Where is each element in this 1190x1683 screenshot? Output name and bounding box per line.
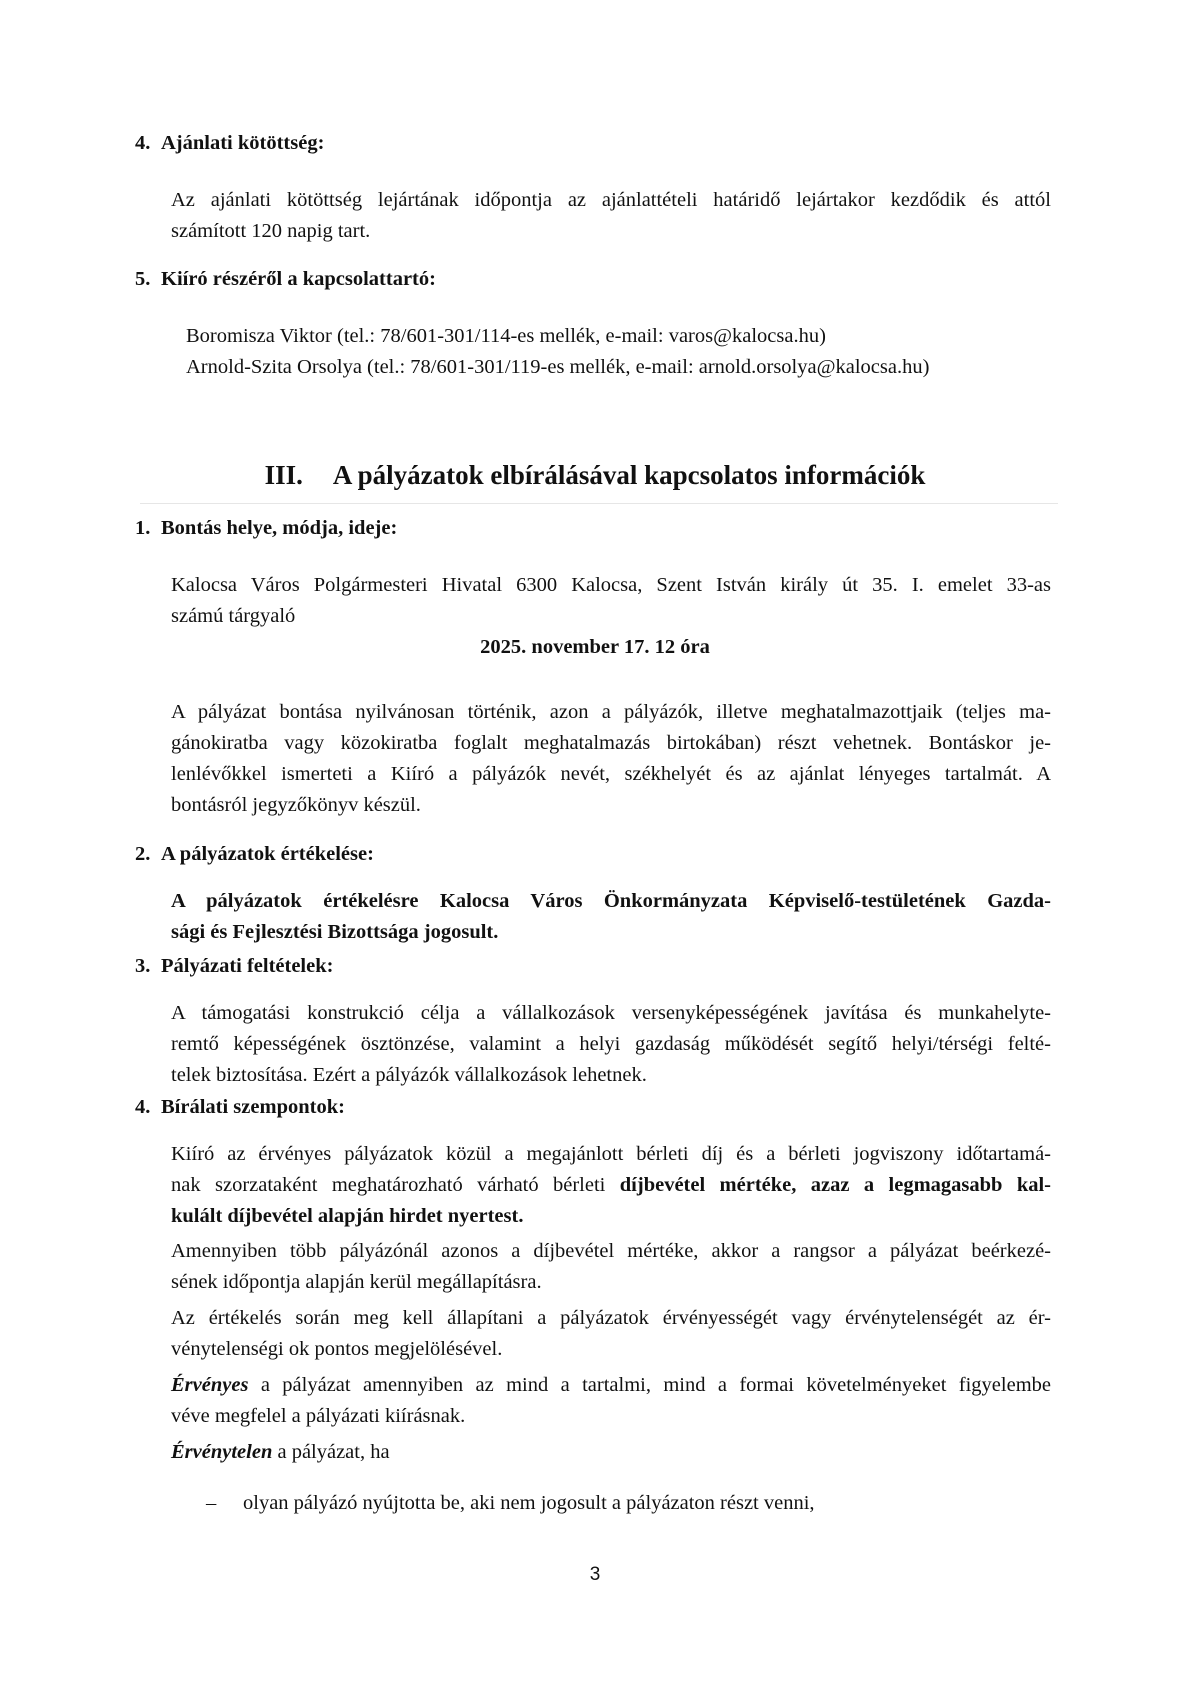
text-line — [171, 1437, 1051, 1468]
text-line: telek biztosítása. Ezért a pályázók vállalkozások lehetnek. — [171, 1064, 647, 1086]
text-normal: a pályázat amennyiben az mind a tartalmi, mind a formai követelményeket figyelembe — [248, 1374, 1051, 1396]
page-number: 3 — [589, 1564, 601, 1585]
text-emphasis: díjbevétel mértéke, azaz a legmagasabb kal- — [619, 1174, 1051, 1196]
text-line: Az ajánlati kötöttség lejártának időpontja az ajánlattételi határidő lejártakor kezdődik és attól — [171, 189, 1051, 211]
text-line: remtő képességének ösztönzése, valamint a helyi gazdaság működését segítő helyi/térségi felté- — [171, 1033, 1051, 1055]
contact-arnold-szita: Arnold-Szita Orsolya (tel.: 78/601-301/119-es mellék, e-mail: arnold.orsolya@kalocsa.hu) — [186, 356, 930, 378]
contact-boromisza: Boromisza Viktor (tel.: 78/601-301/114-es mellék, e-mail: varos@kalocsa.hu) — [186, 325, 826, 347]
text-line: kulált díjbevétel alapján hirdet nyertest. — [171, 1205, 524, 1227]
divider — [140, 503, 1058, 504]
section-heading-kapcsolattarto — [135, 268, 436, 291]
chapter-title: A pályázatok elbírálásával kapcsolatos információk — [332, 460, 926, 490]
text-line: Kiíró az érvényes pályázatok közül a megajánlott bérleti díj és a bérleti jogviszony időtartamá- — [171, 1143, 1051, 1165]
text-line: számú tárgyaló — [171, 605, 296, 627]
section-title: Ajánlati kötöttség: — [161, 132, 325, 154]
chapter-heading — [0, 460, 1190, 491]
chapter-roman-numeral: III. — [264, 460, 303, 490]
paragraph-ervenyes — [171, 1370, 1051, 1432]
term-ervenytelen: Érvénytelen — [171, 1441, 273, 1463]
term-ervenyes: Érvényes — [171, 1374, 249, 1396]
section-heading-ajanlati-kototseg — [135, 132, 324, 155]
paragraph-birlat — [171, 1139, 1051, 1232]
item-heading-birlati-szempontok — [135, 1096, 345, 1119]
paragraph-ervenytelen — [171, 1437, 1051, 1468]
text-line — [171, 1370, 1051, 1401]
paragraph-ajanlati-kototseg — [171, 185, 1051, 247]
opening-address — [171, 570, 1051, 632]
text-line: Az értékelés során meg kell állapítani a pályázatok érvényességét vagy érvénytelenségét az ér- — [171, 1307, 1051, 1329]
item-title: Bírálati szempontok: — [161, 1096, 345, 1118]
text-line: vénytelenségi ok pontos megjelölésével. — [171, 1338, 503, 1360]
section-number: 4. — [135, 132, 151, 154]
opening-date: 2025. november 17. 12 óra — [480, 636, 710, 658]
item-number: 3. — [135, 955, 151, 977]
paragraph-rangsor — [171, 1236, 1051, 1298]
bullet-dash-icon: – — [206, 1492, 217, 1514]
text-line: sági és Fejlesztési Bizottsága jogosult. — [171, 921, 499, 943]
text-line: Kalocsa Város Polgármesteri Hivatal 6300 Kalocsa, Szent István király út 35. I. emelet 33-as — [171, 574, 1051, 596]
text-line — [171, 1170, 1051, 1201]
paragraph-feltetelek — [171, 998, 1051, 1091]
text-line: Amennyiben több pályázónál azonos a díjbevétel mértéke, akkor a rangsor a pályázat beérkezé- — [171, 1240, 1051, 1262]
text-line: A támogatási konstrukció célja a vállalkozások versenyképességének javítása és munkahelyte- — [171, 1002, 1051, 1024]
text-line: bontásról jegyzőkönyv készül. — [171, 794, 421, 816]
item-title: A pályázatok értékelése: — [161, 843, 374, 865]
paragraph-ertekeles — [171, 886, 1051, 948]
text-line: lenlévőkkel ismerteti a Kiíró a pályázók nevét, székhelyét és az ajánlat lényeges tartalmát. A — [171, 763, 1051, 785]
text-line: A pályázat bontása nyilvánosan történik, azon a pályázók, illetve meghatalmazottjaik (teljes ma- — [171, 701, 1051, 723]
text-line: A pályázatok értékelésre Kalocsa Város Önkormányzata Képviselő-testületének Gazda- — [171, 890, 1051, 912]
item-heading-bontas — [135, 517, 397, 540]
item-heading-ertekeles — [135, 843, 374, 866]
item-title: Bontás helye, módja, ideje: — [161, 517, 398, 539]
text-line: sének időpontja alapján kerül megállapításra. — [171, 1271, 542, 1293]
text-normal: nak szorzataként meghatározható várható bérleti — [171, 1174, 620, 1196]
item-number: 4. — [135, 1096, 151, 1118]
item-number: 2. — [135, 843, 151, 865]
item-heading-feltetelek — [135, 955, 333, 978]
paragraph-bontas — [171, 697, 1051, 821]
list-item: olyan pályázó nyújtotta be, aki nem jogosult a pályázaton részt venni, — [243, 1492, 815, 1514]
section-number: 5. — [135, 268, 151, 290]
text-line: véve megfelel a pályázati kiírásnak. — [171, 1405, 466, 1427]
section-title: Kiíró részéről a kapcsolattartó: — [161, 268, 436, 290]
text-line: gánokiratba vagy közokiratba foglalt meghatalmazás birtokában) részt vehetnek. Bontáskor je- — [171, 732, 1051, 754]
paragraph-ervenyesseg — [171, 1303, 1051, 1365]
item-number: 1. — [135, 517, 151, 539]
item-title: Pályázati feltételek: — [161, 955, 334, 977]
text-line: számított 120 napig tart. — [171, 220, 371, 242]
text-normal: a pályázat, ha — [272, 1441, 390, 1463]
